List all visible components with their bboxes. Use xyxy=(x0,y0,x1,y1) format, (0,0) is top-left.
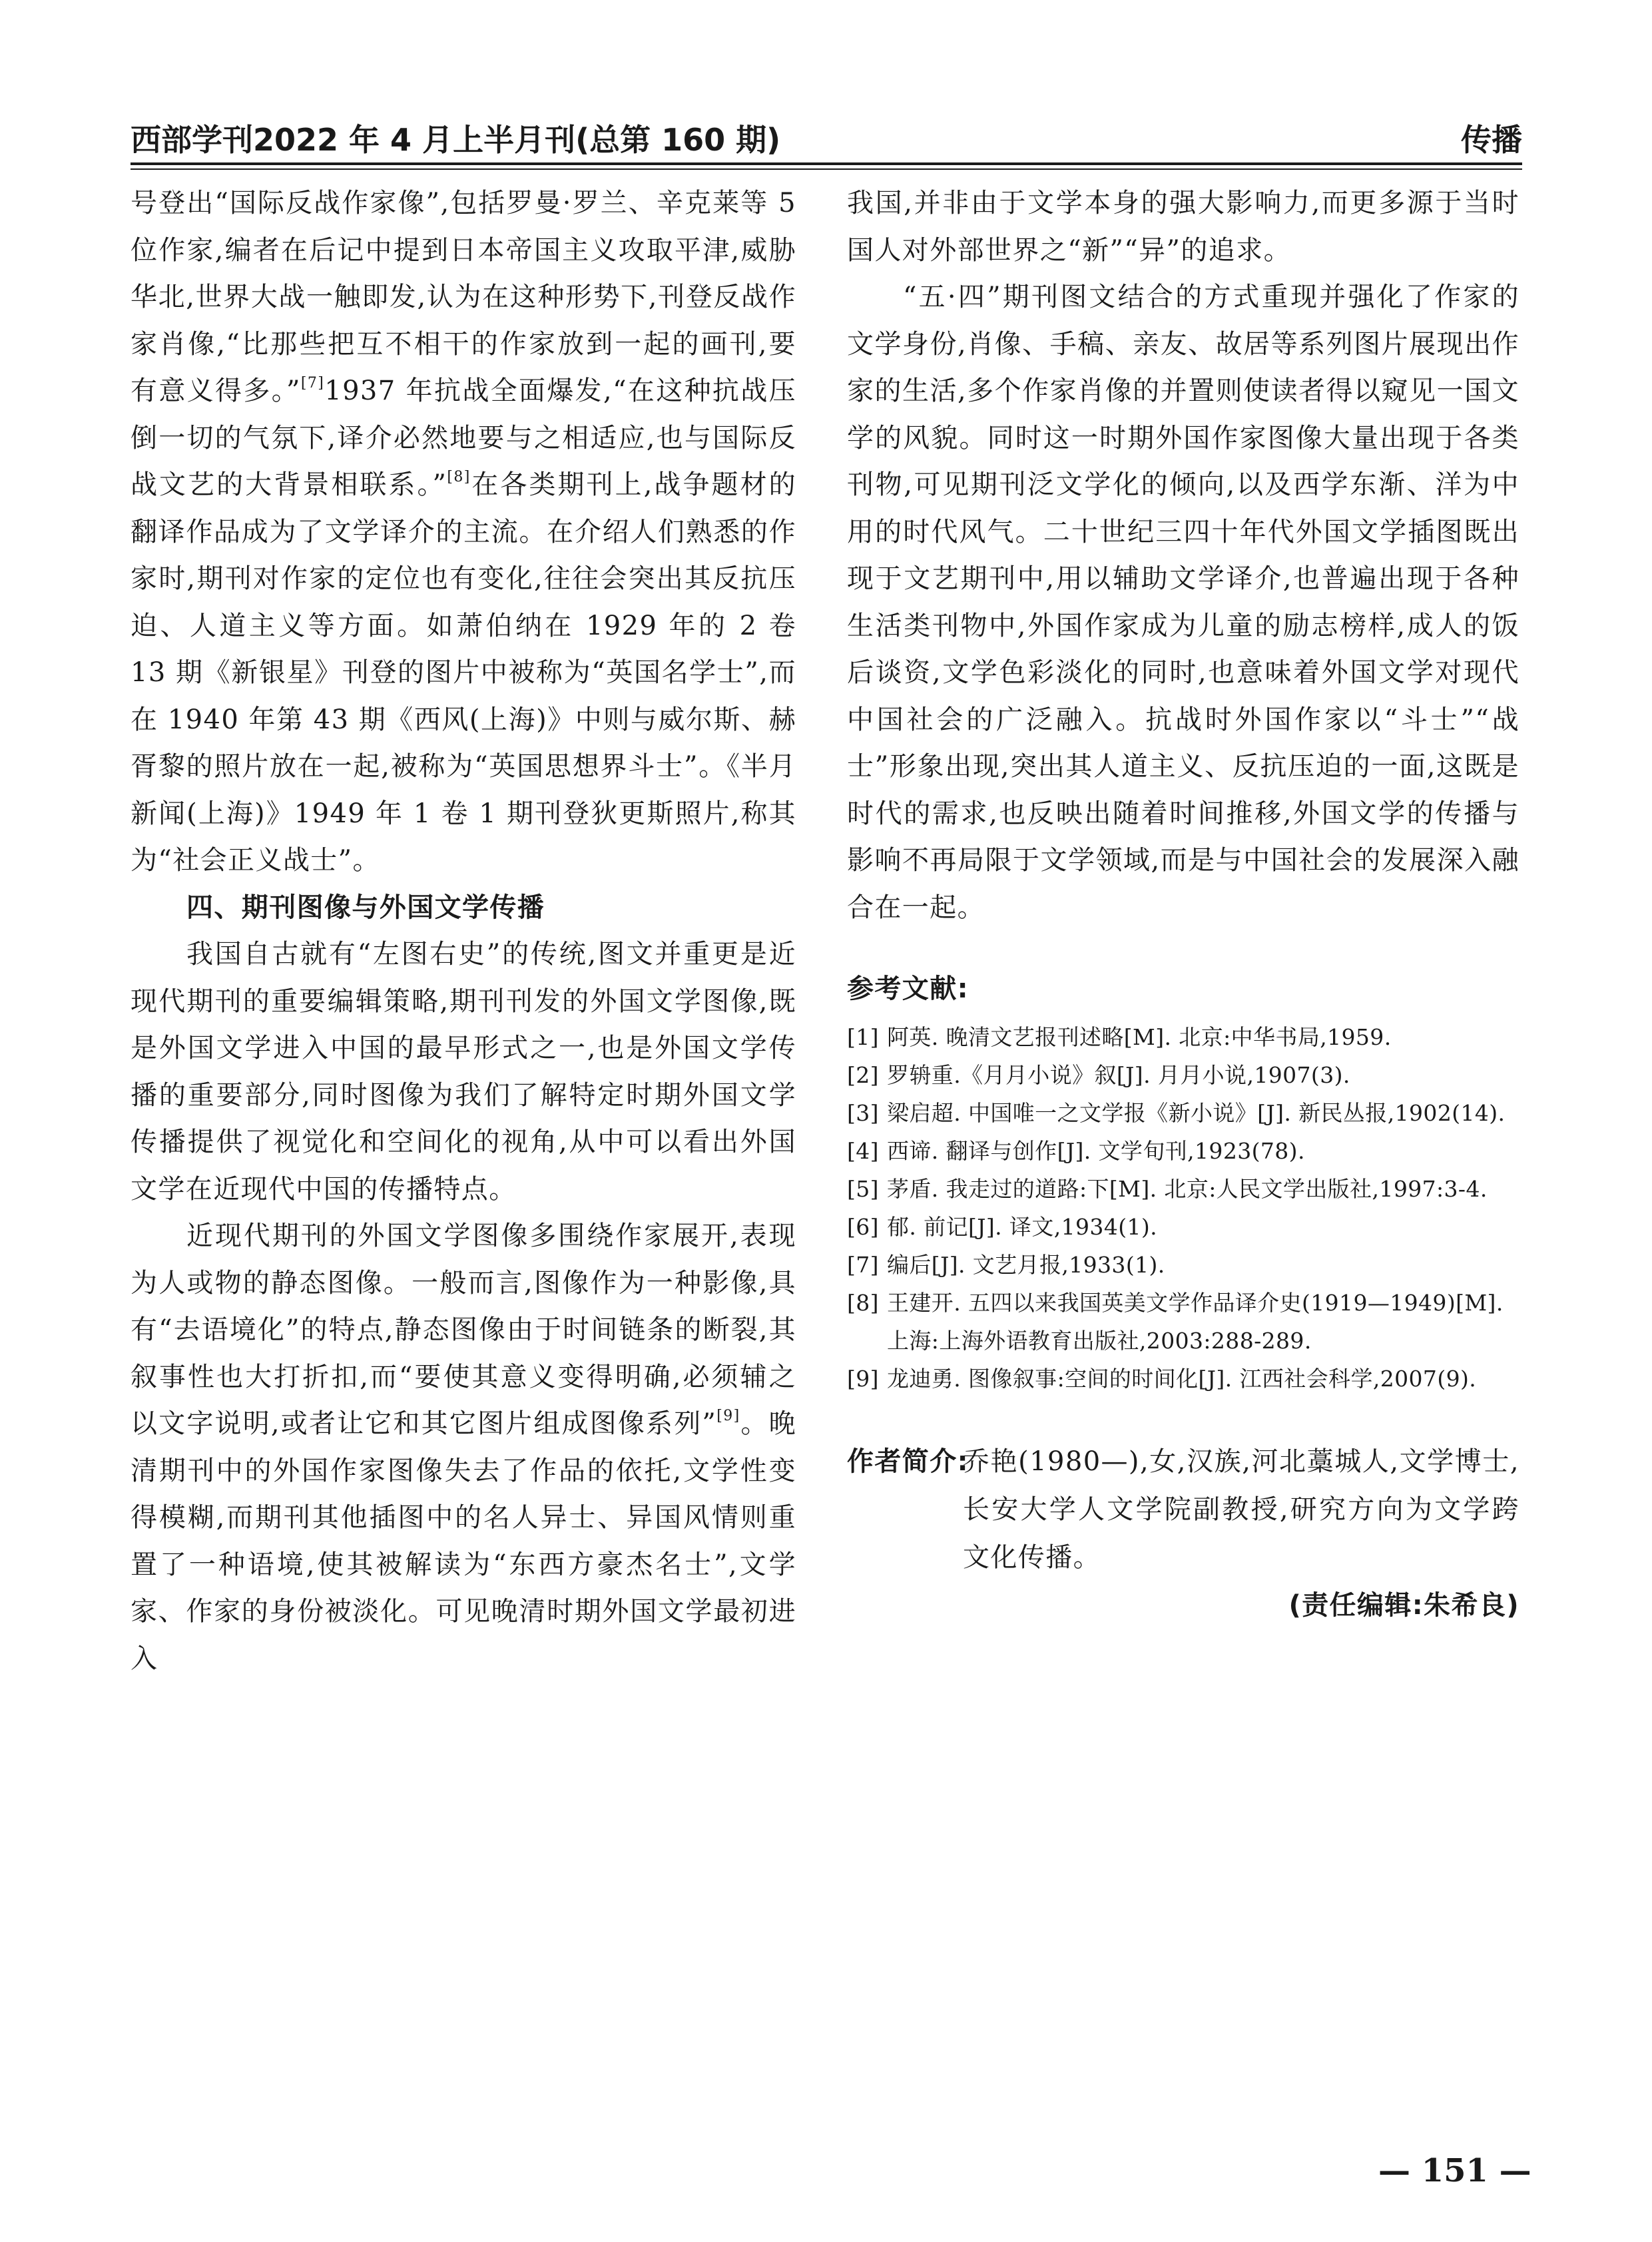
paragraph-text: 在各类期刊上,战争题材的翻译作品成为了文学译介的主流。在介绍人们熟悉的作家时,期刊对作家的定位也有变化,往往会突出其反抗压迫、人道主义等方面。如萧伯纳在 1929 年的 2 卷 13 期《新银星》刊登的图片中被称为“英国名学士”,而在 1940 年第 43 期《西风(上海)》中则与威尔斯、赫胥黎的照片放在一起,被称为“英国思想界斗士”。《半月新闻(上海)》1949 年 1 卷 1 期刊登狄更斯照片,称其为“社会正义战士”。 xyxy=(131,469,797,876)
reference-text: 王建开. 五四以来我国英美文学作品译介史(1919—1949)[M]. 上海:上海外语教育出版社,2003:288-289. xyxy=(887,1289,1504,1354)
reference-number: [7] xyxy=(847,1251,879,1278)
paragraph: “五·四”期刊图文结合的方式重现并强化了作家的文学身份,肖像、手稿、亲友、故居等系列图片展现出作家的生活,多个作家肖像的并置则使读者得以窥见一国文学的风貌。同时这一时期外国作家图像大量出现于各类刊物,可见期刊泛文学化的倾向,以及西学东渐、洋为中用的时代风气。二十世纪三四十年代外国文学插图既出现于文艺期刊中,用以辅助文学译介,也普遍出现于各种生活类刊物中,外国作家成为儿童的励志榜样,成人的饭后谈资,文学色彩淡化的同时,也意味着外国文学对现代中国社会的广泛融入。抗战时外国作家以“斗士”“战士”形象出现,突出其人道主义、反抗压迫的一面,这既是时代的需求,也反映出随着时间推移,外国文学的传播与影响不再局限于文学领域,而是与中国社会的发展深入融合在一起。 xyxy=(847,282,1519,923)
responsible-editor: (责任编辑:朱希良) xyxy=(1288,1589,1519,1621)
journal-logo: 西部学刊 xyxy=(131,122,253,158)
paragraph-text: 1937 年抗战全面爆发,“在这种抗战压倒一切的气氛下,译介必然地要与之相适应,也与国际反战文艺的大背景相联系。” xyxy=(131,376,796,500)
paragraph: 我国自古就有“左图右史”的传统,图文并重更是近现代期刊的重要编辑策略,期刊刊发的外国文学图像,既是外国文学进入中国的最早形式之一,也是外国文学传播的重要部分,同时图像为我们了解特定时期外国文学传播提供了视觉化和空间化的视角,从中可以看出外国文学在近现代中国的传播特点。 xyxy=(131,939,796,1205)
author-bio xyxy=(847,1438,1519,1581)
section-name: 传播 xyxy=(1461,122,1522,158)
page-number: — 151 — xyxy=(1378,2152,1531,2189)
reference-item xyxy=(847,1132,1519,1170)
paragraph-text: 近现代期刊的外国文学图像多围绕作家展开,表现为人或物的静态图像。一般而言,图像作为一种影像,具有“去语境化”的特点,静态图像由于时间链条的断裂,其叙事性也大打折扣,而“要使其意义变得明确,必须辅之以文字说明,或者让它和其它图片组成图像系列” xyxy=(131,1221,796,1439)
reference-item xyxy=(847,1360,1519,1398)
header-rule-thick xyxy=(131,162,1522,165)
reference-number: [9] xyxy=(847,1365,879,1392)
paragraph xyxy=(131,1213,796,1682)
references-title: 参考文献: xyxy=(847,974,969,1004)
reference-text: 西谛. 翻译与创作[J]. 文学旬刊,1923(78). xyxy=(887,1137,1305,1164)
citation-7: [7] xyxy=(300,375,325,392)
reference-item xyxy=(847,1056,1519,1094)
paragraph-text: 号登出“国际反战作家像”,包括罗曼·罗兰、辛克莱等 5 位作家,编者在后记中提到日本帝国主义攻取平津,威胁华北,世界大战一触即发,认为在这种形势下,刊登反战作家肖像,“比那些把互不相干的作家放到一起的画刊,要有意义得多。” xyxy=(131,188,796,406)
paragraph: 我国,并非由于文学本身的强大影响力,而更多源于当时国人对外部世界之“新”“异”的追求。 xyxy=(847,188,1519,266)
reference-item xyxy=(847,1246,1519,1284)
reference-number: [5] xyxy=(847,1175,879,1202)
reference-number: [3] xyxy=(847,1099,879,1126)
reference-number: [6] xyxy=(847,1213,879,1240)
reference-item xyxy=(847,1094,1519,1132)
reference-number: [4] xyxy=(847,1137,879,1164)
reference-number: [1] xyxy=(847,1023,879,1050)
paragraph-text: 。晚清期刊中的外国作家图像失去了作品的依托,文学性变得模糊,而期刊其他插图中的名人异士、异国风情则重置了一种语境,使其被解读为“东西方豪杰名士”,文学家、作家的身份被淡化。可见晚清时期外国文学最初进入 xyxy=(131,1408,796,1674)
reference-text: 茅盾. 我走过的道路:下[M]. 北京:人民文学出版社,1997:3-4. xyxy=(887,1175,1488,1202)
author-bio-text: 乔艳(1980—),女,汉族,河北藁城人,文学博士,长安大学人文学院副教授,研究方向为文学跨文化传播。 xyxy=(963,1446,1519,1573)
right-column xyxy=(847,180,1519,1629)
journal-issue-line xyxy=(131,116,780,160)
reference-number: [2] xyxy=(847,1061,879,1088)
citation-9: [9] xyxy=(716,1408,740,1424)
reference-item xyxy=(847,1170,1519,1208)
paragraph xyxy=(131,180,796,884)
reference-item xyxy=(847,1284,1519,1360)
left-column xyxy=(131,180,796,1682)
reference-item xyxy=(847,1018,1519,1056)
reference-text: 龙迪勇. 图像叙事:空间的时间化[J]. 江西社会科学,2007(9). xyxy=(887,1365,1477,1392)
reference-text: 郁. 前记[J]. 译文,1934(1). xyxy=(887,1213,1158,1240)
reference-text: 阿英. 晚清文艺报刊述略[M]. 北京:中华书局,1959. xyxy=(887,1023,1392,1050)
running-header xyxy=(131,112,1522,160)
citation-8: [8] xyxy=(447,469,471,485)
reference-text: 编后[J]. 文艺月报,1933(1). xyxy=(887,1251,1165,1278)
reference-number: [8] xyxy=(847,1289,879,1316)
reference-text: 梁启超. 中国唯一之文学报《新小说》[J]. 新民丛报,1902(14). xyxy=(887,1099,1506,1126)
section-heading: 四、期刊图像与外国文学传播 xyxy=(186,892,545,923)
references-list xyxy=(847,1018,1519,1398)
issue-info: 2022 年 4 月上半月刊(总第 160 期) xyxy=(253,122,781,158)
author-bio-label: 作者简介: xyxy=(847,1446,969,1477)
reference-text: 罗辀重.《月月小说》叙[J]. 月月小说,1907(3). xyxy=(887,1061,1350,1088)
reference-item xyxy=(847,1208,1519,1246)
header-rule-thin xyxy=(131,168,1522,170)
